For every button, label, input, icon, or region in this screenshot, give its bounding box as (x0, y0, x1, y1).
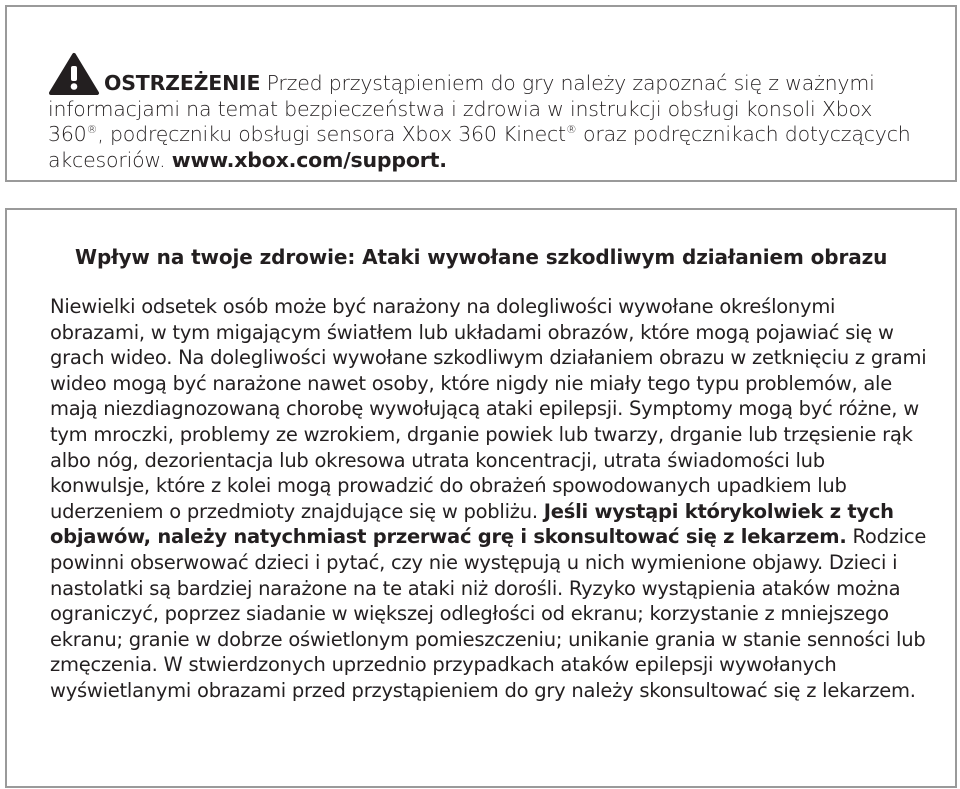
health-warning-box (5, 208, 957, 788)
health-body-bold: Jeśli wystąpi którykolwiek z tych objawów, należy natychmiast przerwać grę i skonsultować się z lekarzem. (50, 499, 894, 549)
health-body-part2: Rodzice powinni obserwować dzieci i pytać, czy nie występują u nich wymienione objawy. Dzieci i nastolatki są bardziej narażone na te ataki niż dorośli. Ryzyko wystąpienia ataków można ograniczyć, poprzez siadanie w większej odległości od ekranu; korzystanie z mniejszego ekranu; granie w dobrze oświetlonym pomieszczeniu; unikanie grania w stanie senności lub zmęczenia. W stwierdzonych uprzednio przypadkach ataków epilepsji wywołanych wyświetlanymi obrazami przed przystąpieniem do gry należy skonsultować się z lekarzem. (50, 525, 927, 702)
warning-text-part1: Przed przystąpieniem do gry należy zapoznać się z ważnymi informacjami na temat bezpieczeństwa i zdrowia w instrukcji obsługi konsoli Xbox 360 (48, 71, 875, 146)
health-title: Wpływ na twoje zdrowie: Ataki wywołane szkodliwym działaniem obrazu (75, 245, 888, 269)
support-link[interactable]: www.xbox.com/support. (171, 147, 447, 172)
warning-text-part2: , podręczniku obsługi sensora Xbox 360 Kinect (97, 122, 566, 146)
warning-box (5, 5, 957, 182)
warning-text-part3: oraz podręcznikach dotyczących akcesoriów. (48, 122, 911, 172)
registered-mark: ® (86, 123, 98, 136)
warning-triangle-icon (48, 52, 100, 96)
health-body (50, 294, 930, 704)
warning-text (48, 52, 928, 173)
warning-label: OSTRZEŻENIE (104, 71, 261, 95)
registered-mark: ® (565, 123, 577, 136)
health-body-part1: Niewielki odsetek osób może być narażony na dolegliwości wywołane określonymi obrazami, w tym migającym światłem lub układami obrazów, które mogą pojawiać się w grach wideo. Na dolegliwości wywołane szkodliwym działaniem obrazu w zetknięciu z grami wideo mogą być narażone nawet osoby, które nigdy nie miały tego typu problemów, ale mają niezdiagnozowaną chorobę wywołującą ataki epilepsji. Symptomy mogą być różne, w tym mroczki, problemy ze wzrokiem, drganie powiek lub twarzy, drganie lub trzęsienie rąk albo nóg, dezorientacja lub okresowa utrata koncentracji, utrata świadomości lub konwulsje, które z kolei mogą prowadzić do obrażeń spowodowanych upadkiem lub uderzeniem o przedmioty znajdujące się w pobliżu. (50, 295, 927, 523)
